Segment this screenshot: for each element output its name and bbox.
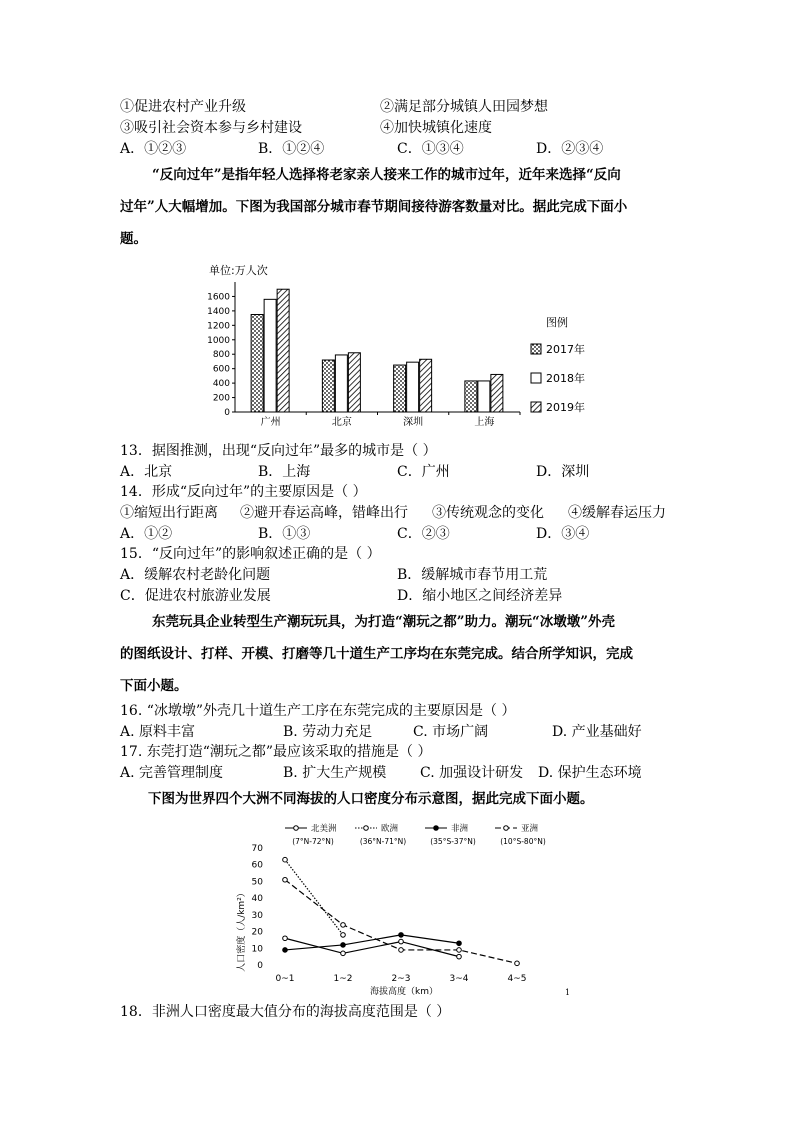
legend-marker [294,826,299,831]
intro3-line1: 下图为世界四个大洲不同海拔的人口密度分布示意图，据此完成下面小题。 [148,791,594,807]
legend-label: 亚洲 [521,824,539,834]
x-tick-label: 深圳 [403,417,424,428]
legend-marker [364,826,369,831]
tourist-bar-chart [190,262,630,432]
bar [335,355,347,412]
series-point [283,936,288,941]
intro1-line1: “反向过年”是指年轻人选择将老家亲人接来工作的城市过年，近年来选择“反向 [152,167,621,183]
series-point [457,954,462,959]
q16-option-d: D. 产业基础好 [552,724,642,740]
q17-stem: 17. 东莞打造“潮玩之都”最应该采取的措施是（ ） [120,744,432,760]
bar [394,365,406,412]
series-point [399,948,404,953]
legend-swatch [531,373,541,383]
q17-option-b: B. 扩大生产规模 [283,765,387,781]
option-c: C．①③④ [397,141,464,157]
q14-option-c: C．②③ [397,526,450,542]
legend-range: (10°S-80°N) [500,837,546,846]
q13-stem: 13．据图推测，出现“反向过年”最多的城市是（ ） [120,443,437,459]
y-tick-label: 50 [251,877,263,888]
legend-swatch [531,344,541,354]
q14-option-b: B．①③ [258,526,311,542]
legend-title: 图例 [546,316,568,329]
legend-marker [504,826,509,831]
series-point [399,939,404,944]
bar [407,362,419,412]
option-b: B．①②④ [258,141,325,157]
legend-label: 欧洲 [381,824,399,834]
y-tick-label: 1200 [207,321,230,332]
q14-statement-1: ①缩短出行距离 [120,505,218,521]
bar [264,299,276,412]
series-point [515,961,520,966]
y-tick-label: 200 [212,393,230,404]
series-point [341,933,346,938]
statement-1: ①促进农村产业升级 [120,99,246,115]
intro2-line1: 东莞玩具企业转型生产潮玩玩具，为打造“潮玩之都”助力。潮玩“冰墩墩”外壳 [152,614,616,630]
bar [478,381,490,412]
bar [420,359,432,412]
q14-statement-4: ④缓解春运压力 [568,505,666,521]
legend-range: (36°N-71°N) [359,837,407,846]
q16-option-b: B. 劳动力充足 [283,724,373,740]
series-point [399,933,404,938]
series-point [457,941,462,946]
q13-option-c: C．广州 [397,464,450,480]
legend-label: 2019年 [546,401,585,414]
intro2-line3: 下面小题。 [120,678,188,694]
q18-stem: 18．非洲人口密度最大值分布的海拔高度范围是（ ） [120,1004,451,1020]
series-point [283,948,288,953]
y-tick-label: 0 [257,961,263,971]
chart2-xlabel: 海拔高度（km） [370,987,438,997]
y-tick-label: 30 [251,910,263,921]
x-tick-label: 3~4 [449,974,469,984]
q14-option-d: D．③④ [536,526,590,542]
q13-option-a: A．北京 [120,464,173,480]
series-point [283,857,288,862]
y-tick-label: 400 [212,379,230,390]
legend-range: (35°S-37°N) [430,837,476,846]
chart2-ylabel: 人口密度（人/km²） [237,888,247,972]
q15-option-b: B．缓解城市春节用工荒 [397,567,548,583]
bar [348,353,360,412]
q13-option-b: B．上海 [258,464,311,480]
y-tick-label: 600 [212,364,230,375]
bar [251,315,263,413]
population-density-line-chart [220,820,580,1000]
y-tick-label: 0 [224,408,230,418]
series-point [341,943,346,948]
x-tick-label: 北京 [331,417,352,428]
q16-option-a: A. 原料丰富 [120,724,196,740]
bar [277,289,289,412]
legend-swatch [531,402,541,412]
intro1-line2: 过年”人大幅增加。下图为我国部分城市春节期间接待游客数量对比。据此完成下面小 [120,199,628,215]
y-tick-label: 70 [251,844,263,854]
q15-stem: 15．“反向过年”的影响叙述正确的是（ ） [120,546,381,562]
x-tick-label: 4~5 [507,974,527,984]
y-tick-label: 1400 [207,306,230,317]
q15-option-d: D．缩小地区之间经济差异 [397,588,563,604]
x-tick-label: 1~2 [333,974,353,984]
series-point [283,877,288,882]
y-tick-label: 20 [251,927,263,938]
bar [491,374,503,412]
legend-marker [434,826,439,831]
q15-option-a: A．缓解农村老龄化问题 [120,567,271,583]
y-tick-label: 60 [251,860,263,871]
x-tick-label: 2~3 [391,974,411,984]
statement-3: ③吸引社会资本参与乡村建设 [120,120,302,136]
y-tick-label: 10 [251,944,263,955]
x-tick-label: 上海 [474,417,495,428]
series-line [285,860,343,935]
chart-unit-label: 单位:万人次 [209,264,268,277]
q14-statement-3: ③传统观念的变化 [432,505,544,521]
y-tick-label: 800 [212,350,230,361]
q16-option-c: C. 市场广阔 [413,724,489,740]
statement-4: ④加快城镇化速度 [380,120,492,136]
legend-label: 北美洲 [311,824,337,834]
series-point [341,951,346,956]
q14-statement-2: ②避开春运高峰，错峰出行 [240,505,408,521]
q14-option-a: A．①② [120,526,173,542]
y-tick-label: 40 [251,894,263,905]
y-tick-label: 1600 [207,292,230,303]
statement-2: ②满足部分城镇人田园梦想 [380,99,548,115]
series-point [457,948,462,953]
legend-range: (7°N-72°N) [292,837,334,846]
intro1-line3: 题。 [120,231,147,247]
y-tick-label: 1000 [207,335,230,346]
intro2-line2: 的图纸设计、打样、开模、打磨等几十道生产工序均在东莞完成。结合所学知识，完成 [120,646,633,662]
legend-label: 非洲 [451,824,469,834]
x-tick-label: 0~1 [275,974,295,984]
page-mark: 1 [565,988,571,997]
q16-stem: 16. “冰墩墩”外壳几十道生产工序在东莞完成的主要原因是（ ） [120,703,516,719]
legend-label: 2017年 [546,343,585,356]
q15-option-c: C．促进农村旅游业发展 [120,588,271,604]
q17-option-a: A. 完善管理制度 [120,765,224,781]
option-d: D．②③④ [536,141,604,157]
bar [322,360,334,412]
x-tick-label: 广州 [260,417,281,428]
legend-label: 2018年 [546,372,585,385]
q17-option-c: C. 加强设计研发 [420,765,524,781]
q14-stem: 14．形成“反向过年”的主要原因是（ ） [120,484,367,500]
option-a: A．①②③ [120,141,187,157]
q17-option-d: D. 保护生态环境 [538,765,642,781]
q13-option-d: D．深圳 [536,464,590,480]
series-point [341,923,346,928]
bar [465,381,477,412]
